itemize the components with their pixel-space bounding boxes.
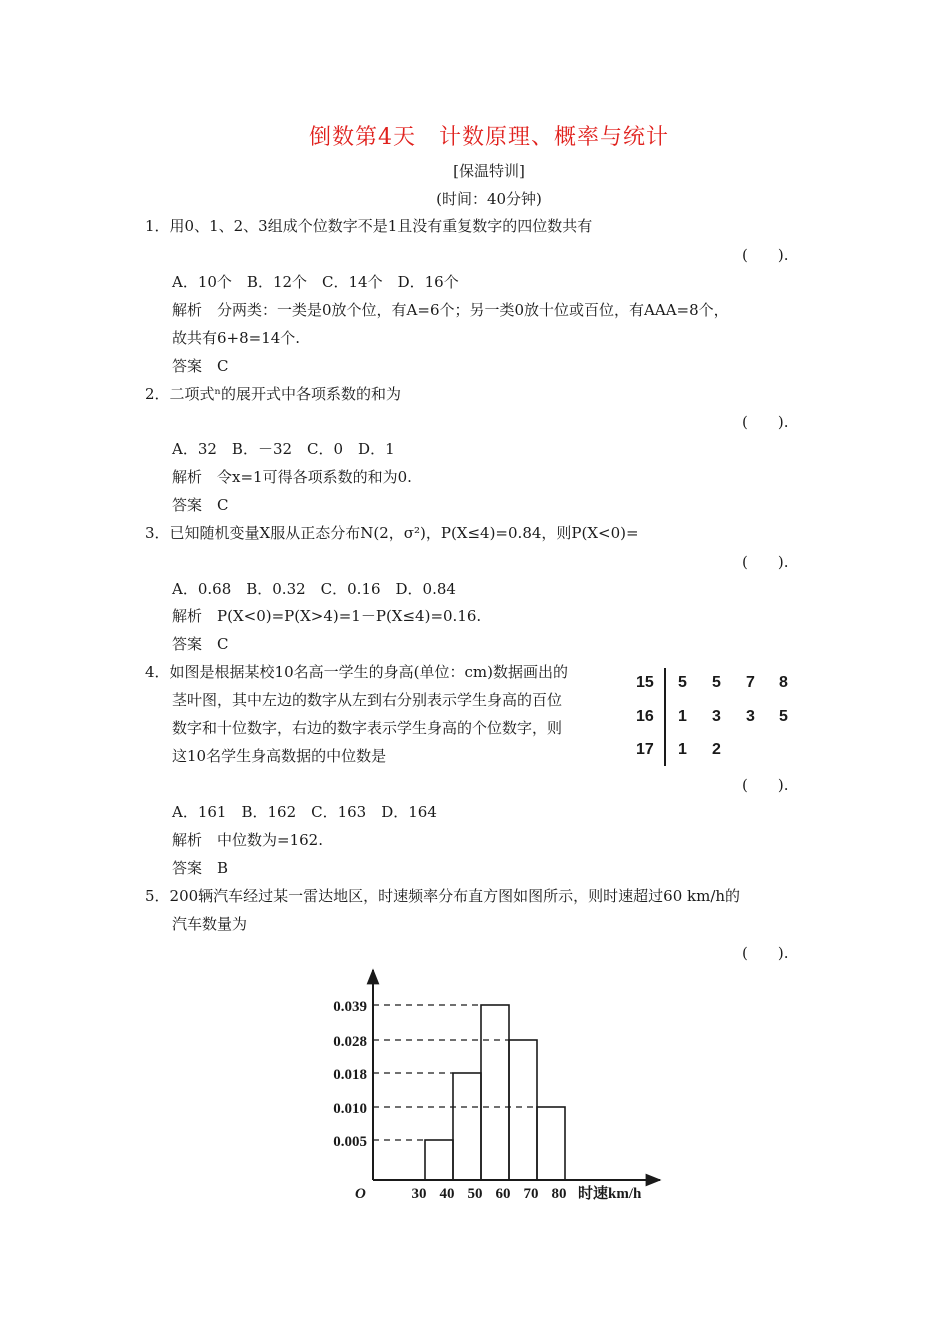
q2-options: A．32 B．－32 C．0 D．1 xyxy=(172,440,395,458)
q2-analysis: 解析 令x=1可得各项系数的和为0. xyxy=(172,468,412,486)
x-tick-label: 40 xyxy=(439,1186,455,1202)
q1-analysis-line1: 解析 分两类：一类是0放个位，有A=6个；另一类0放十位或百位，有AAA=8个， xyxy=(172,301,729,319)
leaf: 7 xyxy=(746,674,755,691)
q3-answer: 答案 C xyxy=(172,635,229,653)
time-note: (时间：40分钟) xyxy=(436,190,542,208)
y-tick-label: 0.005 xyxy=(333,1134,367,1150)
q3-answer-blank: ( ). xyxy=(742,553,789,571)
stem-17: 17 xyxy=(636,741,654,758)
q1-stem: 1．用0、1、2、3组成个位数字不是1且没有重复数字的四位数共有 xyxy=(145,217,593,235)
x-tick-label: 30 xyxy=(411,1186,427,1202)
q4-analysis: 解析 中位数为=162. xyxy=(172,831,323,849)
q1-analysis-line2: 故共有6+8=14个. xyxy=(172,329,301,347)
leaf: 1 xyxy=(678,708,687,725)
stem-15: 15 xyxy=(636,674,654,691)
page-subtitle: [保温特训] xyxy=(453,162,525,180)
histogram-bar xyxy=(425,1140,453,1180)
leaf: 3 xyxy=(712,708,721,725)
q4-stem-line3: 数字和十位数字，右边的数字表示学生身高的个位数字，则 xyxy=(172,719,563,737)
q1-options: A．10个 B．12个 C．14个 D．16个 xyxy=(172,273,459,291)
leaf: 2 xyxy=(712,741,721,758)
x-tick-label: 70 xyxy=(523,1186,539,1202)
histogram-bar xyxy=(453,1073,481,1180)
leaf: 5 xyxy=(712,674,721,691)
q1-answer-blank: ( ). xyxy=(742,246,789,264)
q4-options: A．161 B．162 C．163 D．164 xyxy=(172,803,437,821)
q1-answer: 答案 C xyxy=(172,357,229,375)
leaf: 5 xyxy=(779,708,788,725)
x-tick-label: 50 xyxy=(467,1186,483,1202)
origin-label: O xyxy=(355,1186,366,1202)
q5-answer-blank: ( ). xyxy=(742,944,789,962)
q5-stem-line1: 5．200辆汽车经过某一雷达地区，时速频率分布直方图如图所示，则时速超过60 km/h的 xyxy=(145,887,741,905)
q3-options: A．0.68 B．0.32 C．0.16 D．0.84 xyxy=(172,580,456,598)
x-tick-label: 60 xyxy=(495,1186,511,1202)
leaf: 5 xyxy=(678,674,687,691)
histogram-bar xyxy=(509,1040,537,1180)
y-tick-label: 0.039 xyxy=(333,999,367,1015)
stem-16: 16 xyxy=(636,708,654,725)
y-tick-label: 0.010 xyxy=(333,1101,367,1117)
q3-analysis: 解析 P(X<0)=P(X>4)=1－P(X≤4)=0.16. xyxy=(172,607,482,625)
q3-stem: 3．已知随机变量X服从正态分布N(2，σ²)，P(X≤4)=0.84，则P(X<0)= xyxy=(145,524,639,542)
page-title: 倒数第4天 计数原理、概率与统计 xyxy=(309,125,669,150)
y-tick-label: 0.018 xyxy=(333,1067,367,1083)
q4-stem-line1: 4．如图是根据某校10名高一学生的身高(单位：cm)数据画出的 xyxy=(145,663,568,681)
x-tick-label: 80 xyxy=(551,1186,567,1202)
q2-answer: 答案 C xyxy=(172,496,229,514)
q4-stem-line2: 茎叶图，其中左边的数字从左到右分别表示学生身高的百位 xyxy=(172,691,563,709)
q4-stem-line4: 这10名学生身高数据的中位数是 xyxy=(172,747,387,765)
histogram-bar xyxy=(481,1005,509,1180)
q5-stem-line2: 汽车数量为 xyxy=(172,915,248,933)
leaf: 8 xyxy=(779,674,788,691)
leaf: 3 xyxy=(746,708,755,725)
x-axis-label: 时速km/h xyxy=(578,1186,642,1202)
q4-answer-blank: ( ). xyxy=(742,776,789,794)
q2-stem: 2．二项式ⁿ的展开式中各项系数的和为 xyxy=(145,385,402,403)
leaf: 1 xyxy=(678,741,687,758)
histogram-bar xyxy=(537,1107,565,1180)
q2-answer-blank: ( ). xyxy=(742,413,789,431)
y-tick-label: 0.028 xyxy=(333,1034,367,1050)
q4-answer: 答案 B xyxy=(172,859,229,877)
